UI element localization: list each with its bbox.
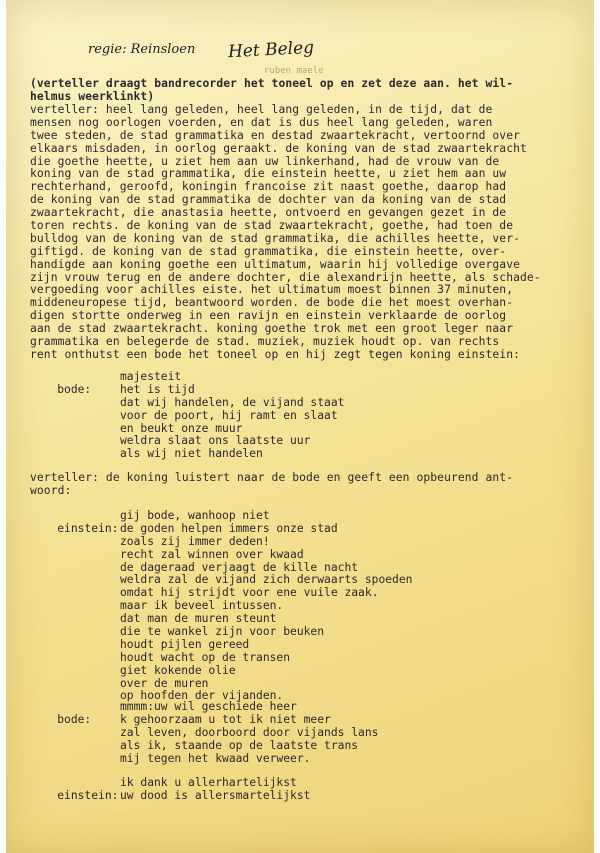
text-line: op hoofden der vijanden. <box>120 689 284 703</box>
text-line: (verteller draagt bandrecorder het toneel op en zet deze aan. het wil- <box>30 77 514 90</box>
text-line: zijn vrouw terug en de andere dochter, die alexandrijn heette, als schade- <box>30 270 541 284</box>
text-line: k gehoorzaam u tot ik niet meer <box>120 712 331 726</box>
text-line: middeneuropese tijd, beantwoord worden. de bode die het moest overhan- <box>30 296 514 310</box>
text-line: twee steden, de stad grammatika en destad zwaartekracht, vertoornd over <box>30 128 520 142</box>
dialogue-einstein-1 <box>30 509 413 703</box>
text-line: recht zal winnen over kwaad <box>120 547 304 561</box>
handwritten-title: Het Beleg <box>227 37 315 63</box>
text-line: majesteit <box>120 370 182 383</box>
text-line: houdt wacht op de transen <box>120 650 291 664</box>
text-line: giet kokende olie <box>120 663 236 677</box>
text-line: woord: <box>30 483 72 497</box>
dialogue-einstein-2 <box>30 776 311 829</box>
text-line: verteller: de koning luistert naar de bode en geeft een opbeurend ant- <box>30 471 514 484</box>
text-line: over de muren <box>120 676 209 690</box>
text-line: en beukt onze muur <box>120 421 243 435</box>
text-line: die te wankel zijn voor beuken <box>120 625 325 639</box>
text-line: als ik, staande op de laatste trans <box>120 738 359 752</box>
text-line: omdat hij strijdt voor ene vuile zaak. <box>120 586 379 600</box>
speaker-label: einstein: <box>57 521 119 535</box>
text-line: mensen nog oorlogen voerden, en dat is dus heel lang geleden, waren <box>30 115 493 129</box>
text-line: voor de poort, hij ramt en slaat <box>120 408 338 422</box>
text-line: dat man de muren steunt <box>120 612 277 626</box>
text-line: maar ik beveel intussen. <box>120 599 284 613</box>
text-line: houdt pijlen gereed <box>120 637 250 651</box>
text-line: de goden helpen immers onze stad <box>120 521 338 535</box>
text-line: dat wij handelen, de vijand staat <box>120 395 345 409</box>
text-line: uw dood is allersmartelijkst <box>120 788 311 802</box>
text-line: grammatika en belegerde de stad. muziek, muziek houdt op. van rechts <box>30 335 500 349</box>
text-line: die goethe heette, u ziet hem aan uw linkerhand, had de vrouw van de <box>30 154 500 168</box>
text-line: helmus weerklinkt) <box>30 89 155 103</box>
text-line: handigde aan koning goethe een ultimatum, waarin hij volledige overgave <box>30 257 520 271</box>
handwritten-director-note: regie: Reinsloen <box>88 42 196 57</box>
dialogue-bode-1 <box>30 370 345 461</box>
text-line: giftigd. de koning van de stad grammatika, die einstein heette, over- <box>30 244 507 258</box>
text-line: als wij niet handelen <box>120 447 263 461</box>
text-line: de koning van de stad grammatika de dochter van da koning van de stad <box>30 193 507 207</box>
text-line: koning van de stad grammatika, die einstein heette, u ziet hem aan uw <box>30 167 507 181</box>
verse-lines <box>120 371 344 461</box>
text-line: de dageraad verjaagt de kille nacht <box>120 560 359 574</box>
faded-author-line: ruben maele <box>264 66 324 76</box>
text-line: toren rechts. de koning van de stad zwaartekracht, goethe, had toen de <box>30 219 514 233</box>
text-line: zoals zij immer deden! <box>120 534 270 548</box>
speaker-label: bode: <box>57 712 92 726</box>
text-line: zal leven, doorboord door vijands lans <box>120 725 379 739</box>
verse-lines <box>120 777 310 803</box>
typescript-page <box>6 0 594 853</box>
text-line: zwaartekracht, die anastasia heette, ontvoerd en gevangen gezet in de <box>30 206 507 220</box>
text-line: mij tegen het kwaad verweer. <box>120 751 311 765</box>
verse-lines <box>120 701 378 765</box>
text-line: rechterhand, geroofd, koningin francoise zit naast goethe, daarop had <box>30 180 507 194</box>
text-line: mmmm:uw wil geschiede heer <box>120 700 297 713</box>
text-line: aan de stad zwaartekracht. koning goethe trok met een groot leger naar <box>30 322 514 336</box>
intro-stage-direction <box>30 78 513 104</box>
verse-lines <box>120 510 412 703</box>
dialogue-bode-2 <box>30 700 379 765</box>
text-line: verteller: heel lang geleden, heel lang geleden, in de tijd, dat de <box>30 103 493 116</box>
speaker-label: einstein: <box>57 788 119 802</box>
narration-paragraph-1 <box>30 104 541 362</box>
text-line: weldra zal de vijand zich derwaarts spoeden <box>120 573 413 587</box>
text-line: het is tijd <box>120 382 195 396</box>
text-line: weldra slaat ons laatste uur <box>120 434 311 448</box>
text-line: vergoeding voor achilles eiste. het ultimatum moest binnen 37 minuten, <box>30 283 514 297</box>
text-line: ik dank u allerhartelijkst <box>120 776 297 789</box>
text-line: rent onthutst een bode het toneel op en hij zegt tegen koning einstein: <box>30 347 520 361</box>
text-line: digen stortte onderweg in een ravijn en einstein verklaarde de oorlog <box>30 309 507 323</box>
text-line: elkaars misdaden, in oorlog geraakt. de koning van de stad zwaartekracht <box>30 141 527 155</box>
narration-paragraph-2 <box>30 472 513 498</box>
text-line: gij bode, wanhoop niet <box>120 509 270 522</box>
text-line: bulldog van de koning van de stad grammatika, die achilles heette, ver- <box>30 231 520 245</box>
speaker-label: bode: <box>57 382 92 396</box>
